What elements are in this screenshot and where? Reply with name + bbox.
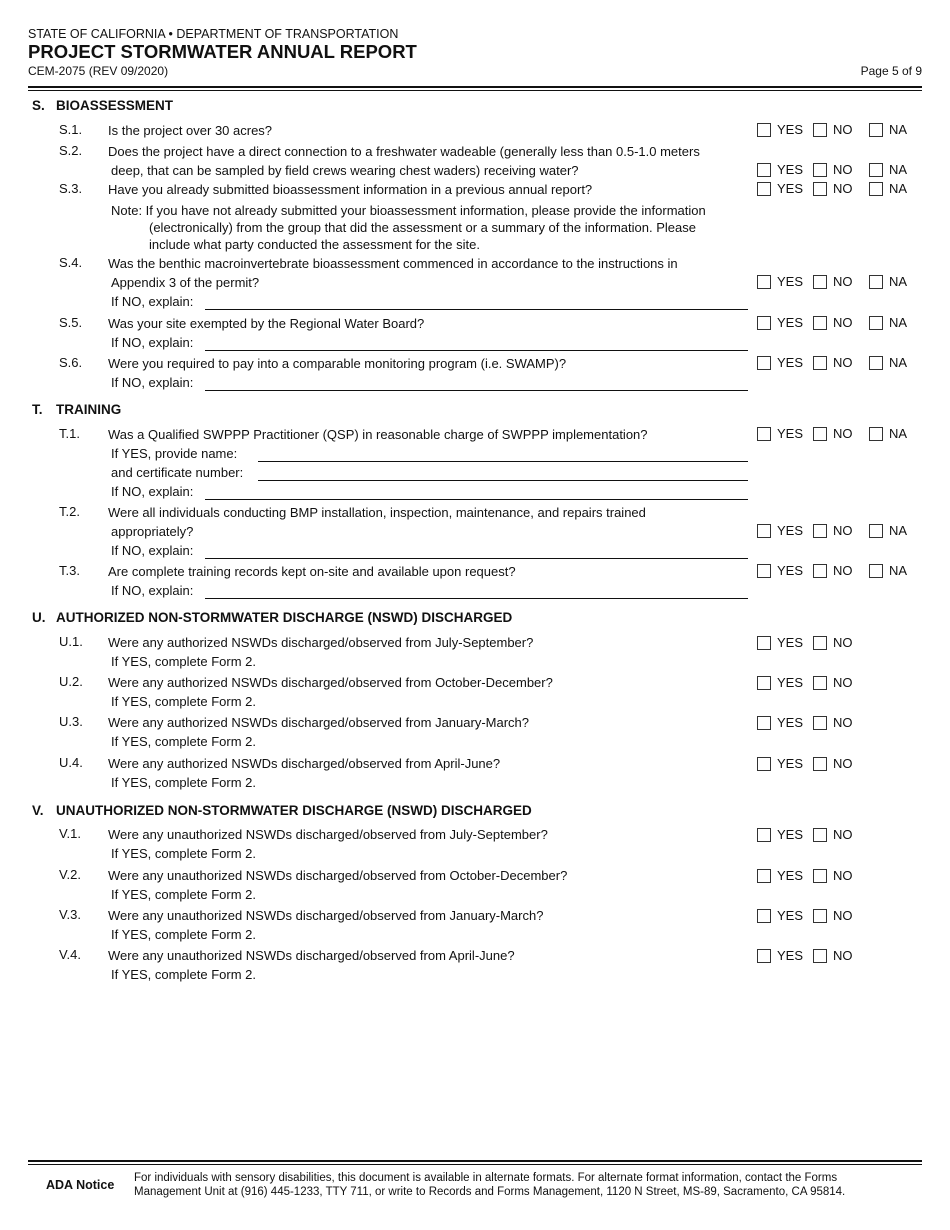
checkbox[interactable]	[813, 564, 827, 578]
s4-no-option[interactable]: NO	[813, 274, 853, 289]
question-s6-text: Were you required to pay into a comparable monitoring program (i.e. SWAMP)?	[108, 356, 567, 371]
t3-yes-option[interactable]: YES	[757, 563, 803, 578]
question-v3-text: Were any unauthorized NSWDs discharged/observed from January-March?	[108, 908, 544, 923]
s2-yes-option[interactable]: YES	[757, 162, 803, 177]
t2-yes-option[interactable]: YES	[757, 523, 803, 538]
u4-yes-option[interactable]: YES	[757, 756, 803, 771]
t3-explain-label: If NO, explain:	[111, 583, 194, 598]
checkbox[interactable]	[869, 163, 883, 177]
footer-divider-thin	[28, 1164, 922, 1165]
question-t1-text: Was a Qualified SWPPP Practitioner (QSP) in reasonable charge of SWPPP implementation?	[108, 427, 648, 442]
checkbox[interactable]	[869, 182, 883, 196]
question-u2-text: Were any authorized NSWDs discharged/observed from October-December?	[108, 675, 553, 690]
u4-no-option[interactable]: NO	[813, 756, 853, 771]
ada-notice-text	[134, 1171, 914, 1199]
question-number: V.1.	[59, 826, 81, 841]
u3-form2-note: If YES, complete Form 2.	[111, 734, 256, 749]
section-v-letter: V.	[32, 803, 44, 818]
question-number: S.5.	[59, 315, 83, 330]
checkbox[interactable]	[813, 427, 827, 441]
question-number: U.4.	[59, 755, 83, 770]
t2-no-option[interactable]: NO	[813, 523, 853, 538]
s3-no-option[interactable]: NO	[813, 181, 853, 196]
question-v1-text: Were any unauthorized NSWDs discharged/observed from July-September?	[108, 827, 548, 842]
t3-no-option[interactable]: NO	[813, 563, 853, 578]
t2-explain-field[interactable]	[205, 558, 748, 559]
v1-yes-option[interactable]: YES	[757, 827, 803, 842]
page-number: Page 5 of 9	[860, 64, 922, 78]
question-number: V.3.	[59, 907, 81, 922]
s5-explain-field[interactable]	[205, 350, 748, 351]
checkbox[interactable]	[757, 123, 771, 137]
question-number: V.2.	[59, 867, 81, 882]
checkbox[interactable]	[869, 123, 883, 137]
s5-yes-option[interactable]: YES	[757, 315, 803, 330]
s6-na-option[interactable]: NA	[869, 355, 907, 370]
form-id: CEM-2075 (REV 09/2020)	[28, 64, 169, 78]
checkbox[interactable]	[757, 949, 771, 963]
s2-no-option[interactable]: NO	[813, 162, 853, 177]
s2-na-option[interactable]: NA	[869, 162, 907, 177]
u2-yes-option[interactable]: YES	[757, 675, 803, 690]
s6-no-option[interactable]: NO	[813, 355, 853, 370]
t1-explain-label: If NO, explain:	[111, 484, 194, 499]
checkbox[interactable]	[757, 163, 771, 177]
question-v4-text: Were any unauthorized NSWDs discharged/observed from April-June?	[108, 948, 515, 963]
v4-no-option[interactable]: NO	[813, 948, 853, 963]
s1-no-option[interactable]: NO	[813, 122, 853, 137]
checkbox[interactable]	[813, 524, 827, 538]
question-number: S.6.	[59, 355, 83, 370]
checkbox[interactable]	[869, 427, 883, 441]
header-divider	[28, 86, 922, 88]
question-number: U.1.	[59, 634, 83, 649]
u3-yes-option[interactable]: YES	[757, 715, 803, 730]
t1-cert-label: and certificate number:	[111, 465, 244, 480]
checkbox[interactable]	[757, 356, 771, 370]
v2-no-option[interactable]: NO	[813, 868, 853, 883]
checkbox[interactable]	[757, 182, 771, 196]
checkbox[interactable]	[757, 524, 771, 538]
u1-form2-note: If YES, complete Form 2.	[111, 654, 256, 669]
question-number: U.3.	[59, 714, 83, 729]
t1-cert-field[interactable]	[258, 480, 748, 481]
question-number: U.2.	[59, 674, 83, 689]
checkbox[interactable]	[813, 316, 827, 330]
checkbox[interactable]	[813, 275, 827, 289]
s5-no-option[interactable]: NO	[813, 315, 853, 330]
v1-no-option[interactable]: NO	[813, 827, 853, 842]
question-t2-text-1: Were all individuals conducting BMP installation, inspection, maintenance, and repairs trained	[108, 505, 646, 520]
question-s2-text-1: Does the project have a direct connection to a freshwater wadeable (generally less than 0.5-1.0 meters	[108, 144, 700, 159]
section-u-letter: U.	[32, 610, 46, 625]
checkbox[interactable]	[813, 163, 827, 177]
question-number: S.4.	[59, 255, 83, 270]
section-s-title: BIOASSESSMENT	[56, 98, 174, 113]
question-s1-text: Is the project over 30 acres?	[108, 123, 273, 138]
u2-form2-note: If YES, complete Form 2.	[111, 694, 256, 709]
s4-explain-label: If NO, explain:	[111, 294, 194, 309]
s5-explain-label: If NO, explain:	[111, 335, 194, 350]
s5-na-option[interactable]: NA	[869, 315, 907, 330]
question-v2-text: Were any unauthorized NSWDs discharged/observed from October-December?	[108, 868, 568, 883]
checkbox[interactable]	[869, 316, 883, 330]
v3-no-option[interactable]: NO	[813, 908, 853, 923]
question-t3-text: Are complete training records kept on-site and available upon request?	[108, 564, 516, 579]
ada-notice-line-1: For individuals with sensory disabilities, this document is available in alternate formats. For alternate format information, contact the Forms	[134, 1172, 838, 1184]
v3-form2-note: If YES, complete Form 2.	[111, 927, 256, 942]
question-number: S.3.	[59, 181, 83, 196]
checkbox[interactable]	[813, 949, 827, 963]
t1-na-option[interactable]: NA	[869, 426, 907, 441]
t1-explain-field[interactable]	[205, 499, 748, 500]
question-s2-text-2: deep, that can be sampled by field crews wearing chest waders) receiving water?	[111, 163, 579, 178]
t3-explain-field[interactable]	[205, 598, 748, 599]
checkbox[interactable]	[813, 356, 827, 370]
question-u3-text: Were any authorized NSWDs discharged/observed from January-March?	[108, 715, 529, 730]
question-number: S.1.	[59, 122, 83, 137]
s1-na-option[interactable]: NA	[869, 122, 907, 137]
s6-yes-option[interactable]: YES	[757, 355, 803, 370]
checkbox[interactable]	[813, 909, 827, 923]
page-title: PROJECT STORMWATER ANNUAL REPORT	[28, 41, 417, 62]
v4-yes-option[interactable]: YES	[757, 948, 803, 963]
question-s4-text-2: Appendix 3 of the permit?	[111, 275, 260, 290]
s3-note-line-1: Note: If you have not already submitted your bioassessment information, please provide the information	[111, 203, 706, 218]
s4-explain-field[interactable]	[205, 309, 748, 310]
checkbox[interactable]	[813, 828, 827, 842]
question-u1-text: Were any authorized NSWDs discharged/observed from July-September?	[108, 635, 534, 650]
question-number: T.3.	[59, 563, 80, 578]
checkbox[interactable]	[757, 716, 771, 730]
checkbox[interactable]	[813, 869, 827, 883]
checkbox[interactable]	[813, 716, 827, 730]
v2-form2-note: If YES, complete Form 2.	[111, 887, 256, 902]
t1-name-field[interactable]	[258, 461, 748, 462]
t1-no-option[interactable]: NO	[813, 426, 853, 441]
checkbox[interactable]	[757, 316, 771, 330]
checkbox[interactable]	[757, 757, 771, 771]
checkbox[interactable]	[869, 524, 883, 538]
section-u-title: AUTHORIZED NON-STORMWATER DISCHARGE (NSWD) DISCHARGED	[56, 610, 513, 625]
u1-yes-option[interactable]: YES	[757, 635, 803, 650]
t1-name-label: If YES, provide name:	[111, 446, 238, 461]
checkbox[interactable]	[869, 356, 883, 370]
checkbox[interactable]	[757, 676, 771, 690]
question-number: T.2.	[59, 504, 80, 519]
checkbox[interactable]	[813, 123, 827, 137]
question-s4-text-1: Was the benthic macroinvertebrate bioassessment commenced in accordance to the instructions in	[108, 256, 678, 271]
v4-form2-note: If YES, complete Form 2.	[111, 967, 256, 982]
header-divider-thin	[28, 90, 922, 91]
question-s5-text: Was your site exempted by the Regional Water Board?	[108, 316, 425, 331]
s6-explain-label: If NO, explain:	[111, 375, 194, 390]
v3-yes-option[interactable]: YES	[757, 908, 803, 923]
checkbox[interactable]	[813, 636, 827, 650]
question-u4-text: Were any authorized NSWDs discharged/observed from April-June?	[108, 756, 501, 771]
s1-yes-option[interactable]: YES	[757, 122, 803, 137]
ada-notice-line-2: Management Unit at (916) 445-1233, TTY 711, or write to Records and Forms Management, 1120 N Street, MS-89, Sacramento, CA 95814.	[134, 1186, 846, 1198]
checkbox[interactable]	[869, 275, 883, 289]
t2-na-option[interactable]: NA	[869, 523, 907, 538]
v1-form2-note: If YES, complete Form 2.	[111, 846, 256, 861]
s3-note-line-3: include what party conducted the assessment for the site.	[149, 237, 480, 252]
checkbox[interactable]	[757, 636, 771, 650]
footer-divider	[28, 1160, 922, 1162]
question-number: T.1.	[59, 426, 80, 441]
ada-notice-label: ADA Notice	[46, 1178, 115, 1192]
checkbox[interactable]	[757, 828, 771, 842]
u4-form2-note: If YES, complete Form 2.	[111, 775, 256, 790]
checkbox[interactable]	[757, 869, 771, 883]
question-number: S.2.	[59, 143, 83, 158]
u1-no-option[interactable]: NO	[813, 635, 853, 650]
s4-yes-option[interactable]: YES	[757, 274, 803, 289]
section-t-title: TRAINING	[56, 402, 122, 417]
question-number: V.4.	[59, 947, 81, 962]
s4-na-option[interactable]: NA	[869, 274, 907, 289]
checkbox[interactable]	[757, 275, 771, 289]
v2-yes-option[interactable]: YES	[757, 868, 803, 883]
checkbox[interactable]	[757, 564, 771, 578]
question-t2-text-2: appropriately?	[111, 524, 194, 539]
section-s-letter: S.	[32, 98, 45, 113]
agency-name: STATE OF CALIFORNIA • DEPARTMENT OF TRANSPORTATION	[28, 27, 399, 41]
checkbox[interactable]	[757, 909, 771, 923]
checkbox[interactable]	[813, 182, 827, 196]
checkbox[interactable]	[757, 427, 771, 441]
checkbox[interactable]	[869, 564, 883, 578]
t1-yes-option[interactable]: YES	[757, 426, 803, 441]
t3-na-option[interactable]: NA	[869, 563, 907, 578]
checkbox[interactable]	[813, 676, 827, 690]
s3-note-line-2: (electronically) from the group that did the assessment or a summary of the information. Please	[149, 220, 696, 235]
t2-explain-label: If NO, explain:	[111, 543, 194, 558]
u3-no-option[interactable]: NO	[813, 715, 853, 730]
checkbox[interactable]	[813, 757, 827, 771]
s3-na-option[interactable]: NA	[869, 181, 907, 196]
s3-yes-option[interactable]: YES	[757, 181, 803, 196]
section-v-title: UNAUTHORIZED NON-STORMWATER DISCHARGE (NSWD) DISCHARGED	[56, 803, 532, 818]
question-s3-text: Have you already submitted bioassessment information in a previous annual report?	[108, 182, 593, 197]
section-t-letter: T.	[32, 402, 43, 417]
u2-no-option[interactable]: NO	[813, 675, 853, 690]
s6-explain-field[interactable]	[205, 390, 748, 391]
